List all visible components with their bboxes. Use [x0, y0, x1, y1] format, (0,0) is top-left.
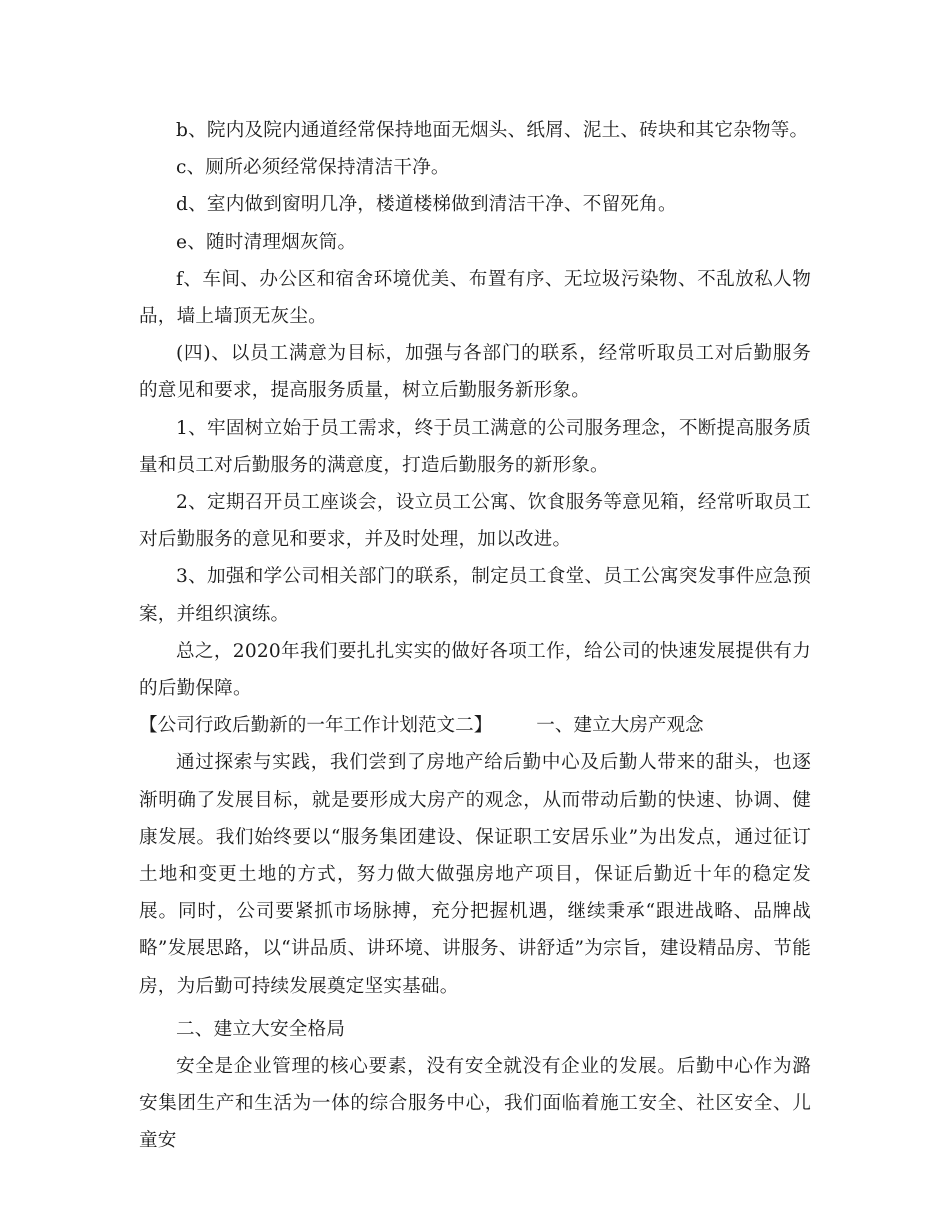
- paragraph-summary: 总之，2020年我们要扎扎实实的做好各项工作，给公司的快速发展提供有力的后勤保障。: [139, 640, 811, 700]
- paragraph-real-estate: 通过探索与实践，我们尝到了房地产给后勤中心及后勤人带来的甜头，也逐渐明确了发展目标，就是要形成大房产的观念，从而带动后勤的快速、协调、健康发展。我们始终要以“服务集团建设、保证职工安居乐业”为出发点，通过征订土地和变更土地的方式，努力做大做强房地产项目，保证后勤近十年的稳定发展。同时，公司要紧抓市场脉搏，充分把握机遇，继续秉承“跟进战略、品牌战略”发展思路，以“讲品质、讲环境、讲服务、讲舒适”为宗旨，建设精品房、节能房，为后勤可持续发展奠定坚实基础。: [139, 752, 811, 997]
- paragraph-e: e、随时清理烟灰筒。: [176, 231, 357, 253]
- section-heading-subtitle: 一、建立大房产观念: [536, 715, 704, 737]
- paragraph-item-2: 2、定期召开员工座谈会，设立员工公寓、饮食服务等意见箱，经常听取员工对后勤服务的意见和要求，并及时处理，加以改进。: [139, 492, 811, 551]
- paragraph-section-4: (四)、以员工满意为目标，加强与各部门的联系，经常听取员工对后勤服务的意见和要求，提高服务质量，树立后勤服务新形象。: [139, 343, 811, 402]
- section-heading-title: 【公司行政后勤新的一年工作计划范文二】: [139, 715, 493, 737]
- paragraph-f: f、车间、办公区和宿舍环境优美、布置有序、无垃圾污染物、不乱放私人物品，墙上墙顶无灰尘。: [139, 268, 811, 328]
- document-body: [139, 112, 811, 1160]
- paragraph-b: b、院内及院内通道经常保持地面无烟头、纸屑、泥土、砖块和其它杂物等。: [176, 120, 809, 141]
- section-heading: [139, 707, 811, 744]
- paragraph-safety: 安全是企业管理的核心要素，没有安全就没有企业的发展。后勤中心作为潞安集团生产和生活为一体的综合服务中心，我们面临着施工安全、社区安全、儿童安: [139, 1056, 811, 1152]
- subheading-safety: 二、建立大安全格局: [176, 1018, 346, 1040]
- paragraph-item-3: 3、加强和学公司相关部门的联系，制定员工食堂、员工公寓突发事件应急预案，并组织演练。: [139, 566, 811, 625]
- paragraph-item-1: 1、牢固树立始于员工需求，终于员工满意的公司服务理念，不断提高服务质量和员工对后勤服务的满意度，打造后勤服务的新形象。: [139, 417, 811, 476]
- paragraph-c: c、厕所必须经常保持清洁干净。: [176, 157, 450, 179]
- paragraph-d: d、室内做到窗明几净，楼道楼梯做到清洁干净、不留死角。: [176, 194, 677, 216]
